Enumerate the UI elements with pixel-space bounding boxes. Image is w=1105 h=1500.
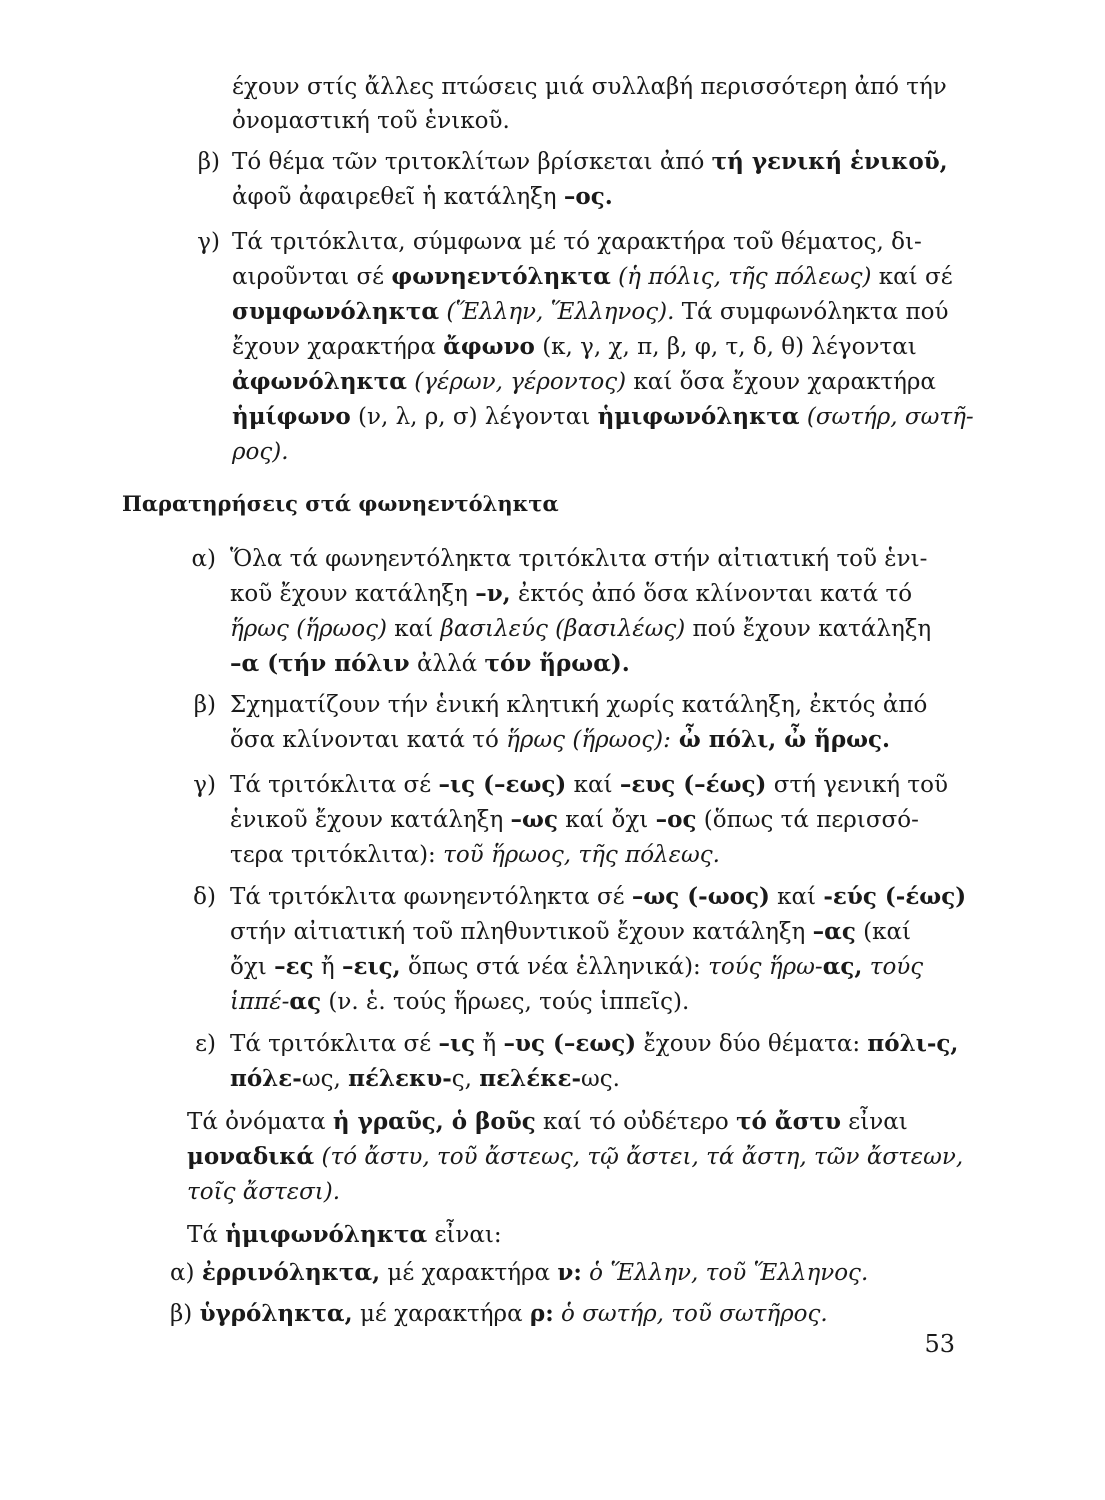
text-line: συμφωνόληκτα (Ἕλλην, Ἕλληνος). Τά συμφωνόληκτα πού (232, 298, 949, 325)
text-line: Ὅλα τά φωνηεντόληκτα τριτόκλιτα στήν αἰτιατική τοῦ ἑνι- (230, 546, 928, 572)
text-line: κοῦ ἔχουν κατάληξη –ν, ἐκτός ἀπό ὅσα κλίνονται κατά τό (230, 580, 913, 607)
text-line: ρος). (232, 439, 289, 465)
text-line: Τά τριτόκλιτα φωνηεντόληκτα σέ –ως (-ωος) καί -εύς (-έως) (230, 883, 967, 910)
text-line: πόλε-ως, πέλεκυ-ς, πελέκε-ως. (230, 1065, 620, 1092)
text-line: –α (τήν πόλιν ἀλλά τόν ἥρωα). (230, 650, 630, 677)
item-label: δ) (193, 884, 216, 910)
text-line: ὅσα κλίνονται κατά τό ἥρως (ἥρωος): ὦ πόλι, ὦ ἥρως. (230, 726, 891, 753)
text-line: στήν αἰτιατική τοῦ πληθυντικοῦ ἔχουν κατάληξη –ας (καί (230, 918, 912, 945)
section-heading: Παρατηρήσεις στά φωνηεντόληκτα (122, 491, 559, 516)
item-label: γ) (193, 772, 216, 798)
item-label: ε) (195, 1031, 216, 1057)
text-line: ἔχουν χαρακτήρα ἄφωνο (κ, γ, χ, π, β, φ, τ, δ, θ) λέγονται (232, 333, 917, 360)
text-line: Τά τριτόκλιτα, σύμφωνα μέ τό χαρακτήρα τοῦ θέματος, δι- (232, 229, 922, 255)
text-line: ἱππέ-ας (ν. ἑ. τούς ἥρωες, τούς ἱππεῖς). (230, 988, 690, 1015)
text-line: Σχηματίζουν τήν ἑνική κλητική χωρίς κατάληξη, ἐκτός ἀπό (230, 692, 928, 718)
text-line: Τά ὀνόματα ἡ γραῦς, ὁ βοῦς καί τό οὐδέτερο τό ἄστυ εἶναι (187, 1108, 908, 1135)
text-line: ὄχι –ες ἤ –εις, ὅπως στά νέα ἑλληνικά): τούς ἥρω-ας, τούς (230, 953, 924, 980)
text-line: ἑνικοῦ ἔχουν κατάληξη –ως καί ὄχι –ος (ὅπως τά περισσό- (230, 806, 919, 833)
text-line: μοναδικά (τό ἄστυ, τοῦ ἄστεως, τῷ ἄστει, τά ἄστη, τῶν ἄστεων, (187, 1143, 964, 1170)
text-line: έχουν στίς ἄλλες πτώσεις μιά συλλαβή περισσότερη ἀπό τήν (232, 74, 947, 100)
item-label: α) (191, 546, 216, 572)
text-line: τερα τριτόκλιτα): τοῦ ἥρωος, τῆς πόλεως. (230, 842, 720, 868)
text-line: ἀφοῦ ἀφαιρεθεῖ ἡ κατάληξη –ος. (232, 183, 613, 210)
page-number: 53 (924, 1330, 955, 1358)
item-label: γ) (197, 229, 220, 255)
text-line: Τό θέμα τῶν τριτοκλίτων βρίσκεται ἀπό τή γενική ἑνικοῦ, (232, 148, 948, 175)
text-line: Τά τριτόκλιτα σέ –ις (–εως) καί –ευς (–έως) στή γενική τοῦ (230, 771, 948, 798)
text-line: α) ἐρρινόληκτα, μέ χαρακτήρα ν: ὁ Ἕλλην, τοῦ Ἕλληνος. (170, 1259, 869, 1286)
text-line: ἀφωνόληκτα (γέρων, γέροντος) καί ὅσα ἔχουν χαρακτήρα (232, 368, 936, 395)
text-line: τοῖς ἄστεσι). (187, 1179, 341, 1205)
text-line: Τά τριτόκλιτα σέ –ις ἤ –υς (–εως) ἔχουν δύο θέματα: πόλι-ς, (230, 1030, 959, 1057)
text-line: αιροῦνται σέ φωνηεντόληκτα (ἡ πόλις, τῆς πόλεως) καί σέ (232, 263, 953, 290)
text-line: ἡμίφωνο (ν, λ, ρ, σ) λέγονται ἡμιφωνόληκτα (σωτήρ, σωτῆ- (232, 403, 974, 430)
text-line: ὀνομαστική τοῦ ἑνικοῦ. (232, 108, 510, 134)
text-line: β) ὑγρόληκτα, μέ χαρακτήρα ρ: ὁ σωτήρ, τοῦ σωτῆρος. (170, 1300, 828, 1327)
item-label: β) (193, 692, 216, 718)
text-line: Τά ἡμιφωνόληκτα εἶναι: (187, 1221, 502, 1248)
item-label: β) (197, 149, 220, 175)
text-line: ἥρως (ἥρωος) καί βασιλεύς (βασιλέως) πού ἔχουν κατάληξη (230, 616, 932, 642)
